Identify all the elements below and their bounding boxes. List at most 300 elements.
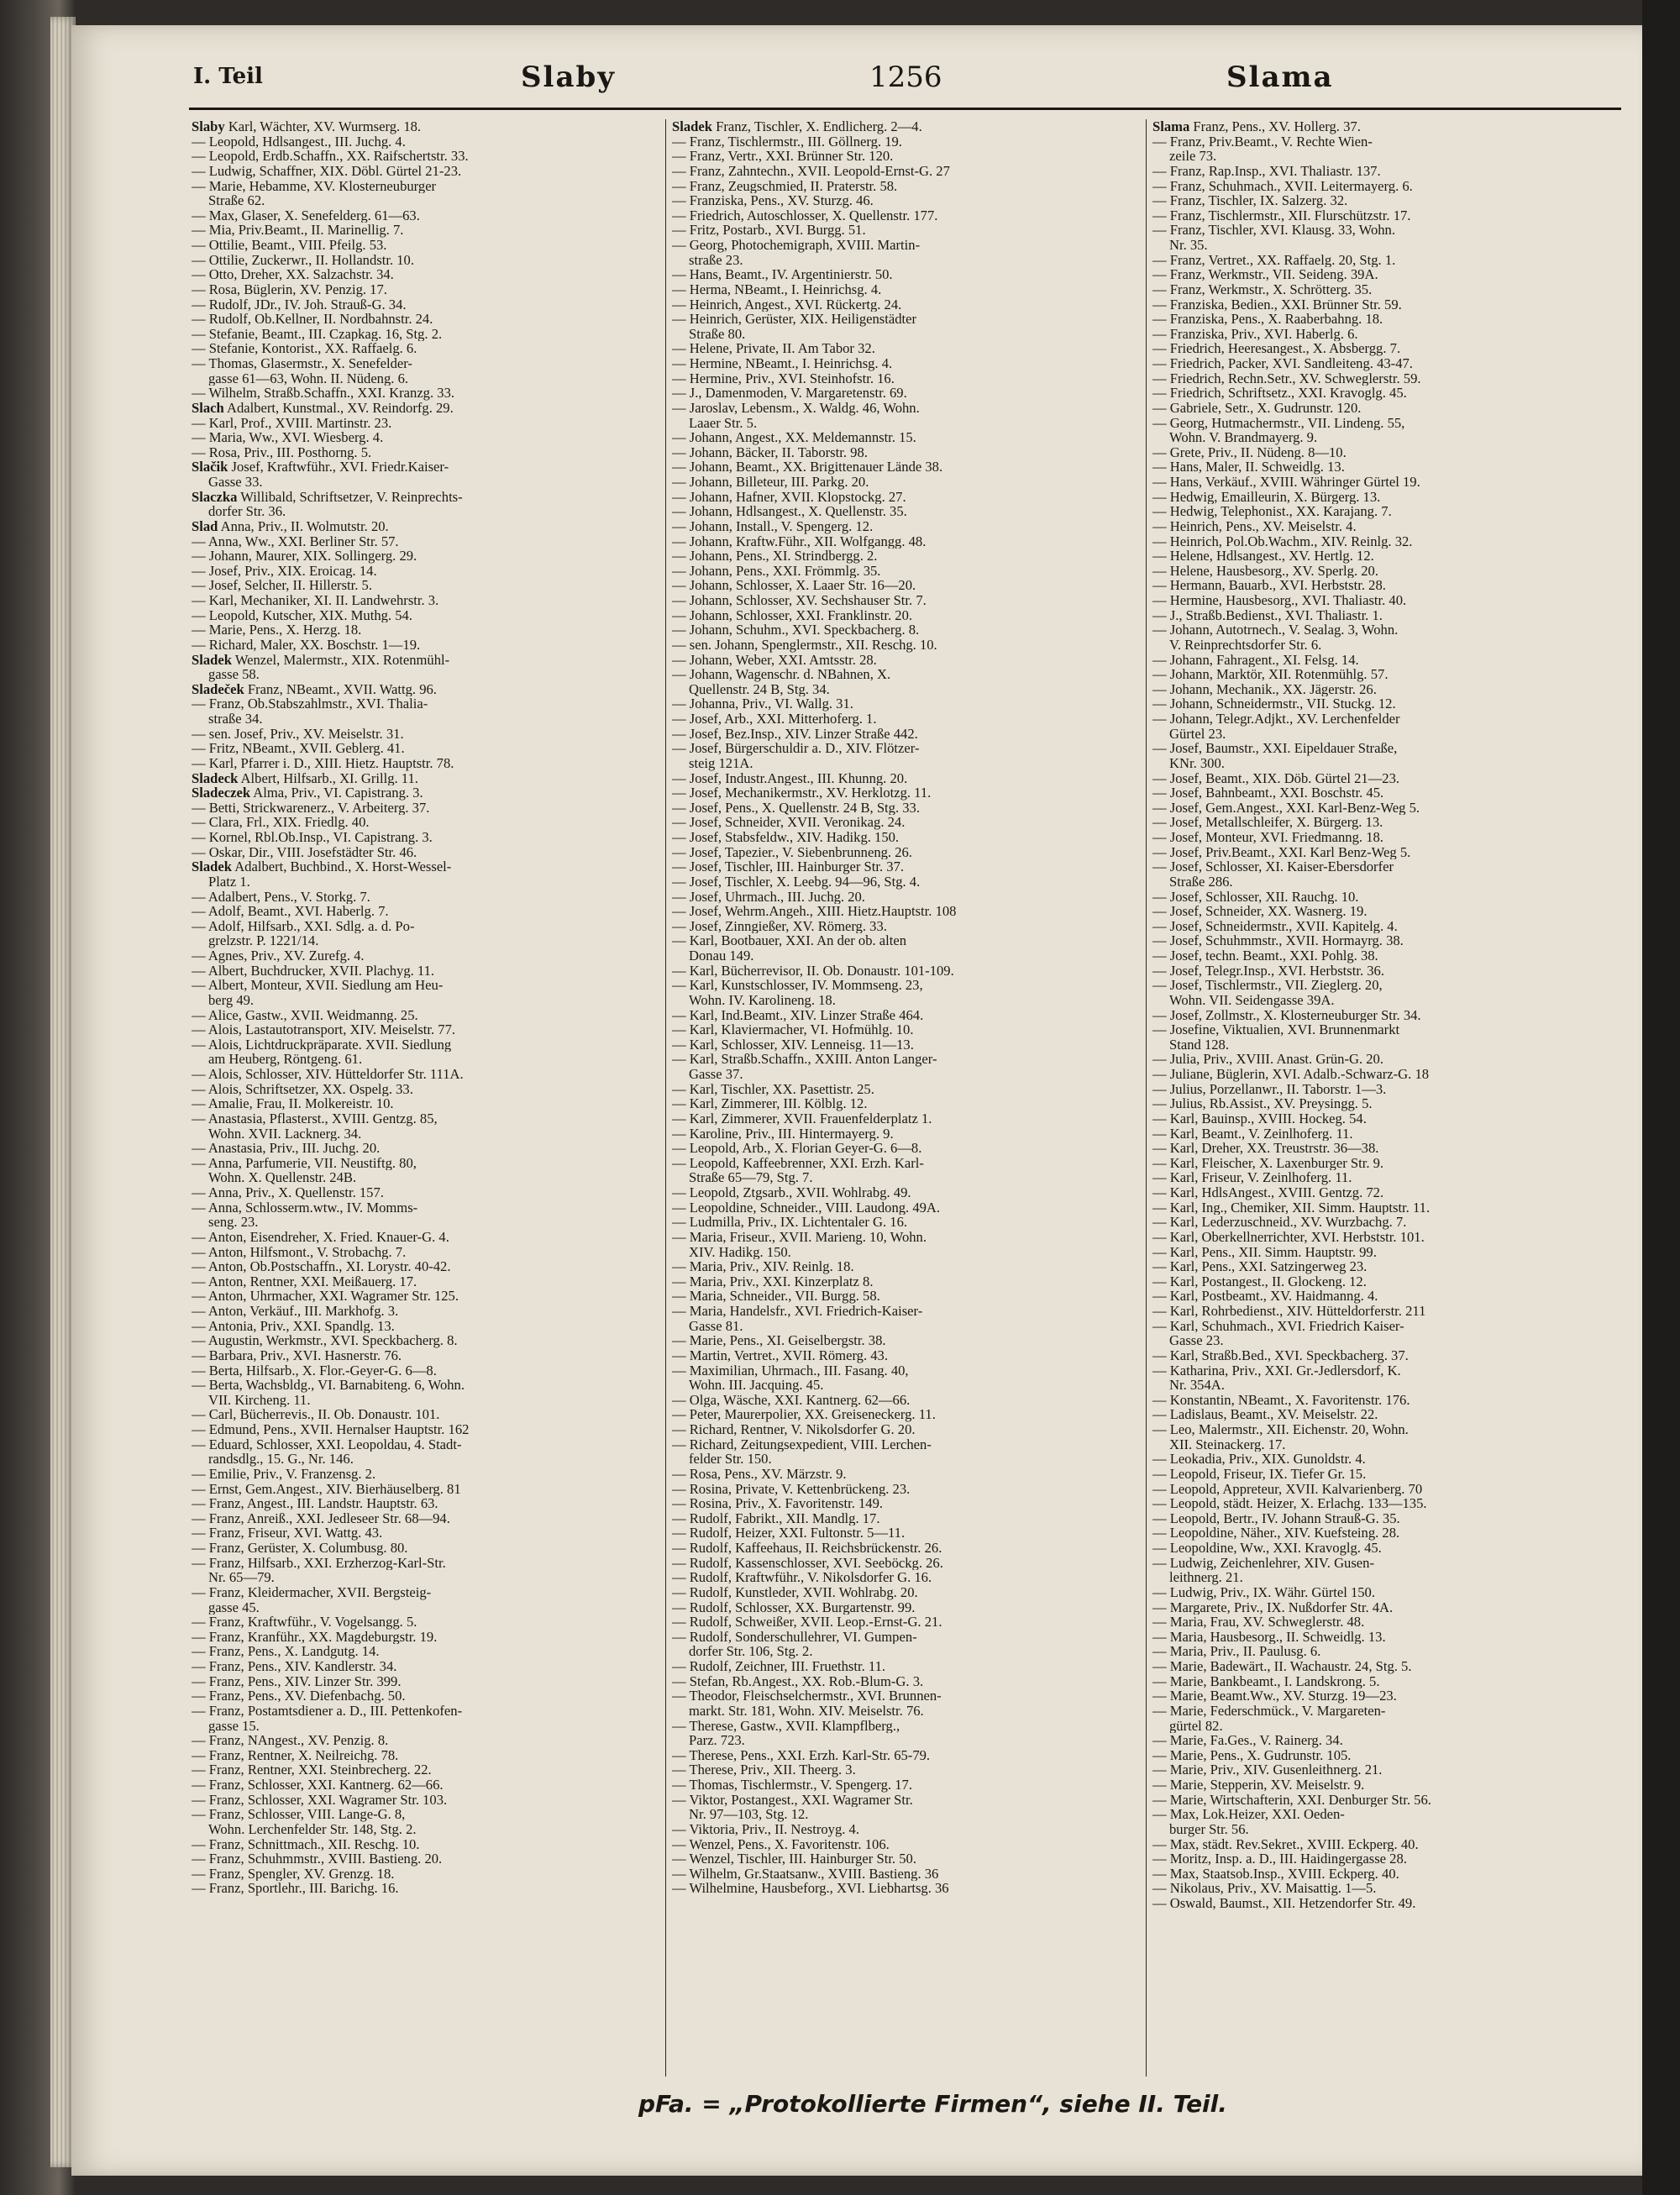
directory-entry: — Josef, Telegr.Insp., XVI. Herbststr. 36.	[1152, 963, 1384, 979]
directory-entry: — Heinrich, Angest., XVI. Rückertg. 24.	[672, 297, 902, 312]
column-divider	[1146, 119, 1147, 2077]
directory-entry: — Karl, Postbeamt., XV. Haidmanng. 4.	[1152, 1289, 1378, 1304]
directory-entry: — Anna, Priv., X. Quellenstr. 157.	[192, 1185, 384, 1200]
directory-entry: — Johann, Wagenschr. d. NBahnen, X.	[672, 667, 891, 682]
directory-entry: — Marie, Bankbeamt., I. Landskrong. 5.	[1152, 1673, 1380, 1689]
directory-entry: straße 23.	[689, 252, 743, 268]
directory-entry: — Karl, Kunstschlosser, IV. Mommseng. 23,	[672, 978, 923, 993]
directory-entry: Straße 62.	[208, 193, 265, 208]
directory-entry: — Johann, Beamt., XX. Brigittenauer Lände 38.	[672, 459, 943, 475]
directory-entry: — Stefan, Rb.Angest., XX. Rob.-Blum-G. 3.	[672, 1673, 924, 1689]
directory-entry: — Anton, Hilfsmont., V. Strobachg. 7.	[192, 1244, 407, 1260]
directory-entry: — Karl, Schlosser, XIV. Lenneisg. 11—13.	[672, 1037, 914, 1053]
directory-entry: — Wenzel, Tischler, III. Hainburger Str. 50.	[672, 1851, 916, 1867]
directory-entry: — Hermine, NBeamt., I. Heinrichsg. 4.	[672, 356, 893, 371]
directory-entry: — Karoline, Priv., III. Hintermayerg. 9.	[672, 1126, 894, 1142]
directory-entry: Sladek Adalbert, Buchbind., X. Horst-Wessel-	[192, 859, 452, 874]
directory-entry: — Johann, Schlosser, X. Laaer Str. 16—20.	[672, 578, 916, 593]
directory-entry: — Hans, Maler, II. Schweidlg. 13.	[1152, 459, 1345, 475]
directory-entry: — Josef, Industr.Angest., III. Khunng. 20.	[672, 770, 908, 786]
directory-entry: — Wilhelm, Straßb.Schaffn., XXI. Kranzg. 33.	[192, 386, 455, 401]
directory-entry: — Carl, Bücherrevis., II. Ob. Donaustr. 101.	[192, 1407, 440, 1422]
directory-entry: — Maria, Ww., XVI. Wiesberg. 4.	[192, 430, 384, 445]
directory-entry: steig 121A.	[689, 755, 753, 771]
directory-entry: VII. Kircheng. 11.	[208, 1392, 311, 1408]
directory-entry: — Josef, Bez.Insp., XIV. Linzer Straße 442.	[672, 726, 918, 742]
directory-entry: XII. Steinackerg. 17.	[1169, 1436, 1286, 1452]
directory-entry: — Josef, Uhrmach., III. Juchg. 20.	[672, 889, 865, 905]
directory-entry: — Karl, Mechaniker, XI. II. Landwehrstr. 3.	[192, 593, 439, 608]
header-last-entry: Slama	[1226, 60, 1334, 94]
directory-entry: — Rosina, Priv., X. Favoritenstr. 149.	[672, 1496, 884, 1511]
directory-entry: — Johann, Autotrnech., V. Sealag. 3, Wohn.	[1152, 622, 1399, 638]
directory-entry: V. Reinprechtsdorfer Str. 6.	[1169, 637, 1322, 653]
directory-entry: — Karl, Zimmerer, XVII. Frauenfelderplatz 1.	[672, 1111, 932, 1126]
directory-entry: — Josef, Schneidermstr., XVII. Kapitelg. 4.	[1152, 918, 1398, 934]
directory-entry: — Josef, Beamt., XIX. Döb. Gürtel 21—23.	[1152, 770, 1400, 786]
directory-entry: — Franziska, Priv., XVI. Haberlg. 6.	[1152, 326, 1358, 342]
directory-entry: — Stefanie, Kontorist., XX. Raffaelg. 6.	[192, 341, 417, 356]
directory-entry: — Edmund, Pens., XVII. Hernalser Hauptstr. 162	[192, 1422, 470, 1437]
directory-entry: — Karl, Straßb.Bed., XVI. Speckbacherg. 37.	[1152, 1347, 1409, 1363]
directory-entry: — Johann, Angest., XX. Meldemannstr. 15.	[672, 430, 916, 445]
directory-entry: — Leopoldine, Ww., XXI. Kravoglg. 45.	[1152, 1541, 1382, 1556]
directory-entry: — Karl, Prof., XVIII. Martinstr. 23.	[192, 415, 392, 431]
directory-entry: — Hans, Verkäuf., XVIII. Währinger Gürtel 19.	[1152, 475, 1420, 490]
directory-entry: — Franz, Hilfsarb., XXI. Erzherzog-Karl-Str.	[192, 1555, 446, 1571]
directory-entry: — Karl, Pfarrer i. D., XIII. Hietz. Hauptstr. 78.	[192, 755, 454, 771]
directory-entry: Straße 80.	[689, 326, 746, 342]
directory-entry: seng. 23.	[208, 1215, 259, 1230]
directory-entry: — Friedrich, Autoschlosser, X. Quellenstr. 177.	[672, 207, 938, 223]
directory-entry: — Rudolf, Zeichner, III. Fruethstr. 11.	[672, 1659, 886, 1674]
directory-entry: — Johann, Mechanik., XX. Jägerstr. 26.	[1152, 681, 1377, 697]
directory-entry: Slaczka Willibald, Schriftsetzer, V. Reinprechts-	[192, 489, 463, 505]
directory-entry: Wohn. VII. Seidengasse 39A.	[1169, 992, 1335, 1008]
directory-entry: — Friedrich, Heeresangest., X. Absbergg. 7.	[1152, 341, 1401, 356]
directory-entry: — Leopold, Ztgsarb., XVII. Wohlrabg. 49.	[672, 1185, 911, 1200]
directory-entry: — Josef, Monteur, XVI. Friedmanng. 18.	[1152, 830, 1383, 845]
directory-entry: — Viktoria, Priv., II. Nestroyg. 4.	[672, 1821, 859, 1837]
directory-entry: — Rosa, Priv., III. Posthorng. 5.	[192, 444, 372, 460]
directory-entry: — Johann, Telegr.Adjkt., XV. Lerchenfelder	[1152, 712, 1400, 727]
directory-entry: — Josef, Schlosser, XI. Kaiser-Ebersdorfer	[1152, 859, 1394, 874]
page-header	[126, 59, 1621, 101]
directory-entry: — Franz, Zahntechn., XVII. Leopold-Ernst-G. 27	[672, 163, 950, 179]
directory-entry: — Amalie, Frau, II. Molkereistr. 10.	[192, 1096, 394, 1111]
directory-entry: — Franz, Rentner, X. Neilreichg. 78.	[192, 1747, 399, 1763]
directory-entry: — Therese, Gastw., XVII. Klampflberg.,	[672, 1718, 900, 1734]
directory-entry: Slach Adalbert, Kunstmal., XV. Reindorfg. 29.	[192, 400, 454, 416]
directory-entry: — Josef, Arb., XXI. Mitterhoferg. 1.	[672, 712, 877, 727]
directory-entry: — Marie, Beamt.Ww., XV. Sturzg. 19—23.	[1152, 1688, 1397, 1704]
directory-entry: — Josef, Stabsfeldw., XIV. Hadikg. 150.	[672, 830, 900, 845]
directory-entry: — Josef, Mechanikermstr., XV. Herklotzg. 11.	[672, 785, 932, 801]
directory-entry: — Anastasia, Priv., III. Juchg. 20.	[192, 1141, 381, 1156]
directory-entry: — Franz, Pens., X. Landgutg. 14.	[192, 1644, 380, 1659]
directory-entry: — Max, Lok.Heizer, XXI. Oeden-	[1152, 1807, 1345, 1822]
directory-entry: — Karl, Postangest., II. Glockeng. 12.	[1152, 1273, 1367, 1289]
directory-entry: — Franz, Rap.Insp., XVI. Thaliastr. 137.	[1152, 163, 1381, 179]
directory-entry: — Karl, Klaviermacher, VI. Hofmühlg. 10.	[672, 1022, 914, 1037]
directory-entry: — Josef, Zinngießer, XV. Römerg. 33.	[672, 918, 887, 934]
directory-entry: — Johann, Pens., XXI. Frömmlg. 35.	[672, 563, 881, 579]
directory-entry: — Franz, Pens., XV. Diefenbachg. 50.	[192, 1688, 406, 1704]
directory-entry: — Emilie, Priv., V. Franzensg. 2.	[192, 1466, 376, 1482]
directory-entry: — Berta, Wachsbldg., VI. Barnabiteng. 6, Wohn.	[192, 1378, 465, 1393]
directory-entry: — Hermine, Priv., XVI. Steinhofstr. 16.	[672, 370, 895, 386]
directory-entry: — Oswald, Baumst., XII. Hetzendorfer Str. 49.	[1152, 1896, 1416, 1911]
directory-entry: — Josef, Schneider, XVII. Veronikag. 24.	[672, 815, 906, 830]
directory-entry: — Franz, Pens., XIV. Kandlerstr. 34.	[192, 1659, 397, 1674]
directory-entry: am Heuberg, Röntgeng. 61.	[208, 1052, 363, 1067]
directory-entry: — Friedrich, Packer, XVI. Sandleiteng. 43-47.	[1152, 356, 1413, 371]
directory-entry: — Franz, Sportlehr., III. Barichg. 16.	[192, 1881, 399, 1896]
directory-entry: — Rudolf, Sonderschullehrer, VI. Gumpen-	[672, 1629, 917, 1645]
directory-entry: — Rosina, Private, V. Kettenbrückeng. 23.	[672, 1481, 911, 1497]
directory-entry: Slačik Josef, Kraftwführ., XVI. Friedr.Kaiser-	[192, 459, 449, 475]
directory-entry: — Josefine, Viktualien, XVI. Brunnenmarkt	[1152, 1022, 1400, 1037]
directory-entry: — Olga, Wäsche, XXI. Kantnerg. 62—66.	[672, 1392, 911, 1408]
directory-entry: Straße 286.	[1169, 874, 1233, 890]
directory-entry: — Antonia, Priv., XXI. Spandlg. 13.	[192, 1318, 395, 1334]
directory-entry: — Hedwig, Telephonist., XX. Karajang. 7.	[1152, 504, 1392, 519]
directory-entry: — Franz, Priv.Beamt., V. Rechte Wien-	[1152, 134, 1373, 150]
directory-entry: — Georg, Hutmachermstr., VII. Lindeng. 55,	[1152, 415, 1405, 431]
directory-entry: — Helene, Private, II. Am Tabor 32.	[672, 341, 875, 356]
directory-entry: — Josef, Bürgerschuldir a. D., XIV. Flötzer-	[672, 741, 920, 756]
directory-entry: — Franz, Vertret., XX. Raffaelg. 20, Stg. 1.	[1152, 252, 1396, 268]
directory-entry: Wohn. IV. Karolineng. 18.	[689, 992, 836, 1008]
directory-entry: gasse 45.	[208, 1599, 260, 1615]
directory-entry: — Grete, Priv., II. Nüdeng. 8—10.	[1152, 444, 1347, 460]
directory-entry: — Richard, Maler, XX. Boschstr. 1—19.	[192, 637, 421, 653]
directory-entry: — Alois, Lichtdruckpräparate. XVII. Siedlung	[192, 1037, 452, 1053]
directory-entry: — Anton, Verkäuf., III. Markhofg. 3.	[192, 1304, 399, 1319]
directory-entry: — Herma, NBeamt., I. Heinrichsg. 4.	[672, 281, 882, 297]
directory-entry: straße 34.	[208, 712, 263, 727]
directory-entry: gasse 15.	[208, 1718, 260, 1734]
directory-entry: — Leokadia, Priv., XIX. Gunoldstr. 4.	[1152, 1452, 1366, 1467]
directory-entry: — Marie, Wirtschafterin, XXI. Denburger Str. 56.	[1152, 1792, 1431, 1808]
directory-entry: — Franz, Tischlermstr., III. Göllnerg. 19.	[672, 134, 902, 150]
directory-entry: — Johann, Kraftw.Führ., XII. Wolfgangg. 48.	[672, 533, 927, 549]
directory-entry: — Otto, Dreher, XX. Salzachstr. 34.	[192, 267, 394, 282]
directory-entry: — Rudolf, Schweißer, XVII. Leop.-Ernst-G. 21.	[672, 1615, 942, 1630]
directory-entry: — Nikolaus, Priv., XV. Maisattig. 1—5.	[1152, 1881, 1377, 1896]
directory-entry: — Josef, Gem.Angest., XXI. Karl-Benz-Weg 5.	[1152, 800, 1420, 816]
directory-entry: — Leopoldine, Näher., XIV. Kuefsteing. 28.	[1152, 1525, 1400, 1541]
directory-entry: Wohn. Lerchenfelder Str. 148, Stg. 2.	[208, 1821, 417, 1837]
directory-entry: felder Str. 150.	[689, 1452, 772, 1467]
directory-entry: — Franz, Spengler, XV. Grenzg. 18.	[192, 1866, 395, 1882]
directory-entry: — Franz, Schuhmmstr., XVIII. Bastieng. 20.	[192, 1851, 443, 1867]
directory-entry: leithnerg. 21.	[1169, 1570, 1243, 1585]
directory-entry: Nr. 35.	[1169, 238, 1208, 253]
directory-entry: — Wilhelmine, Hausbeforg., XVI. Liebhartsg. 36	[672, 1881, 949, 1896]
directory-entry: — Franz, Werkmstr., VII. Seideng. 39A.	[1152, 267, 1378, 282]
directory-entry: — Leo, Malermstr., XII. Eichenstr. 20, Wohn.	[1152, 1422, 1409, 1437]
directory-entry: — Anton, Eisendreher, X. Fried. Knauer-G. 4.	[192, 1229, 449, 1245]
directory-entry: KNr. 300.	[1169, 755, 1225, 771]
directory-entry: — Viktor, Postangest., XXI. Wagramer Str.	[672, 1792, 913, 1808]
directory-entry: — Maria, Handelsfr., XVI. Friedrich-Kaiser-	[672, 1304, 923, 1319]
directory-entry: — Josef, Priv.Beamt., XXI. Karl Benz-Weg 5.	[1152, 844, 1411, 860]
directory-entry: — Johann, Schlosser, XXI. Franklinstr. 20.	[672, 607, 913, 623]
directory-entry: — Marie, Priv., XIV. Gusenleithnerg. 21.	[1152, 1762, 1383, 1778]
directory-entry: — Anna, Ww., XXI. Berliner Str. 57.	[192, 533, 399, 549]
directory-entry: — Hans, Beamt., IV. Argentinierstr. 50.	[672, 267, 893, 282]
directory-entry: — Rudolf, Kraftwführ., V. Nikolsdorfer G. 16.	[672, 1570, 932, 1585]
header-rule	[189, 108, 1621, 110]
directory-entry: — Marie, Hebamme, XV. Klosterneuburger	[192, 178, 437, 194]
directory-entry: — Franziska, Pens., XV. Sturzg. 46.	[672, 193, 874, 208]
directory-entry: — Albert, Buchdrucker, XVII. Plachyg. 11.	[192, 963, 435, 979]
directory-entry: — Rudolf, JDr., IV. Joh. Strauß-G. 34.	[192, 297, 407, 312]
directory-entry: — Franz, Kranführ., XX. Magdeburgstr. 19.	[192, 1629, 438, 1645]
directory-entry: — Barbara, Priv., XVI. Hasnerstr. 76.	[192, 1347, 402, 1363]
directory-entry: — Leopold, Erdb.Schaffn., XX. Raifschertstr. 33.	[192, 149, 469, 164]
directory-entry: Sladek Franz, Tischler, X. Endlicherg. 2—4.	[672, 119, 922, 134]
directory-entry: — Ladislaus, Beamt., XV. Meiselstr. 22.	[1152, 1407, 1378, 1422]
directory-entry: — Anton, Rentner, XXI. Meißauerg. 17.	[192, 1273, 417, 1289]
directory-entry: — Karl, Zimmerer, III. Kölblg. 12.	[672, 1096, 868, 1111]
directory-entry: — Jaroslav, Lebensm., X. Waldg. 46, Wohn.	[672, 400, 920, 416]
directory-entry: — Josef, Wehrm.Angeh., XIII. Hietz.Hauptstr. 108	[672, 904, 957, 919]
directory-columns	[192, 119, 1620, 2077]
directory-entry: — Adolf, Hilfsarb., XXI. Sdlg. a. d. Po-	[192, 918, 415, 934]
directory-entry: Sladek Wenzel, Malermstr., XIX. Rotenmühl-	[192, 652, 450, 668]
directory-entry: — Franz, Schlosser, XXI. Wagramer Str. 103.	[192, 1792, 448, 1808]
directory-entry: — Adalbert, Pens., V. Storkg. 7.	[192, 889, 370, 905]
directory-entry: Laaer Str. 5.	[689, 415, 758, 431]
directory-entry: — Karl, Bücherrevisor, II. Ob. Donaustr. 101-109.	[672, 963, 954, 979]
directory-entry: — Karl, Tischler, XX. Pasettistr. 25.	[672, 1081, 874, 1097]
directory-entry: — Franziska, Bedien., XXI. Brünner Str. 59.	[1152, 297, 1402, 312]
directory-entry: — Leopold, städt. Heizer, X. Erlachg. 133—135.	[1152, 1496, 1427, 1511]
directory-entry: randsdlg., 15. G., Nr. 146.	[208, 1452, 354, 1467]
directory-entry: — Franz, Angest., III. Landstr. Hauptstr. 63.	[192, 1496, 438, 1511]
directory-entry: — Josef, Zollmstr., X. Klosterneuburger Str. 34.	[1152, 1007, 1421, 1023]
directory-entry: — Franz, Schuhmach., XVII. Leitermayerg. 6.	[1152, 178, 1413, 194]
directory-entry: — Josef, Schuhmmstr., XVII. Hormayrg. 38.	[1152, 933, 1404, 948]
directory-entry: Sladeček Franz, NBeamt., XVII. Wattg. 96.	[192, 681, 437, 697]
directory-entry: — Marie, Federschmück., V. Margareten-	[1152, 1703, 1386, 1719]
directory-entry: — Ludwig, Zeichenlehrer, XIV. Gusen-	[1152, 1555, 1374, 1571]
directory-entry: — Berta, Hilfsarb., X. Flor.-Geyer-G. 6—8.	[192, 1363, 437, 1378]
directory-entry: — Oskar, Dir., VIII. Josefstädter Str. 46.	[192, 844, 417, 860]
directory-entry: — Maria, Hausbesorg., II. Schweidlg. 13.	[1152, 1629, 1386, 1645]
directory-entry: — Leopold, Kutscher, XIX. Muthg. 54.	[192, 607, 412, 623]
directory-entry: dorfer Str. 36.	[208, 504, 286, 519]
column-3	[1152, 119, 1616, 2077]
column-2	[672, 119, 1136, 2077]
directory-entry: — Stefanie, Beamt., III. Czapkag. 16, Stg. 2.	[192, 326, 443, 342]
directory-entry: — Julius, Rb.Assist., XV. Preysingg. 5.	[1152, 1096, 1373, 1111]
page-number: 1256	[869, 60, 942, 94]
directory-entry: — Katharina, Priv., XXI. Gr.-Jedlersdorf, K.	[1152, 1363, 1401, 1378]
directory-entry: berg 49.	[208, 992, 255, 1008]
directory-entry: — Max, Staatsob.Insp., XVIII. Eckperg. 40.	[1152, 1866, 1399, 1882]
footer-note: pFa. = „Protokollierte Firmen“, siehe II. Teil.	[638, 2090, 1227, 2118]
directory-entry: — Richard, Rentner, V. Nikolsdorfer G. 20.	[672, 1422, 916, 1437]
directory-entry: Gürtel 23.	[1169, 726, 1226, 742]
directory-entry: — Franz, Tischler, IX. Salzerg. 32.	[1152, 193, 1348, 208]
directory-entry: — Josef, Schlosser, XII. Rauchg. 10.	[1152, 889, 1359, 905]
directory-entry: — Heinrich, Pens., XV. Meiselstr. 4.	[1152, 518, 1357, 534]
directory-entry: — Rudolf, Fabrikt., XII. Mandlg. 17.	[672, 1510, 880, 1526]
directory-entry: — Franz, Kleidermacher, XVII. Bergsteig-	[192, 1584, 432, 1600]
directory-entry: — Franz, Vertr., XXI. Brünner Str. 120.	[672, 149, 894, 164]
directory-entry: — Margarete, Priv., IX. Nußdorfer Str. 4A.	[1152, 1599, 1394, 1615]
directory-entry: — Hedwig, Emailleurin, X. Bürgerg. 13.	[1152, 489, 1381, 505]
directory-entry: — Johann, Maurer, XIX. Sollingerg. 29.	[192, 549, 417, 564]
directory-entry: Slama Franz, Pens., XV. Hollerg. 37.	[1152, 119, 1361, 134]
directory-entry: — Maria, Frau, XV. Schweglerstr. 48.	[1152, 1615, 1365, 1630]
directory-entry: — Martin, Vertret., XVII. Römerg. 43.	[672, 1347, 889, 1363]
directory-entry: — Therese, Priv., XII. Theerg. 3.	[672, 1762, 856, 1778]
directory-entry: — sen. Johann, Spenglermstr., XII. Reschg. 10.	[672, 637, 937, 653]
directory-entry: — Maria, Priv., II. Paulusg. 6.	[1152, 1644, 1321, 1659]
directory-entry: Slad Anna, Priv., II. Wolmutstr. 20.	[192, 518, 389, 534]
directory-entry: — Karl, HdlsAngest., XVIII. Gentzg. 72.	[1152, 1185, 1384, 1200]
directory-entry: — Johanna, Priv., VI. Wallg. 31.	[672, 696, 853, 712]
directory-entry: — Franz, NAngest., XV. Penzig. 8.	[192, 1733, 389, 1748]
directory-entry: — Josef, Tischler, X. Leebg. 94—96, Stg. 4.	[672, 874, 921, 890]
directory-entry: — Josef, Selcher, II. Hillerstr. 5.	[192, 578, 373, 593]
directory-entry: — Thomas, Tischlermstr., V. Spengerg. 17.	[672, 1778, 912, 1793]
directory-entry: — Marie, Fa.Ges., V. Rainerg. 34.	[1152, 1733, 1343, 1748]
directory-entry: — Leopold, Kaffeebrenner, XXI. Erzh. Karl-	[672, 1155, 924, 1171]
directory-entry: — Maximilian, Uhrmach., III. Fasang. 40,	[672, 1363, 909, 1378]
directory-entry: — Thomas, Glasermstr., X. Senefelder-	[192, 356, 412, 371]
directory-entry: — Karl, Pens., XII. Simm. Hauptstr. 99.	[1152, 1244, 1377, 1260]
directory-entry: — Karl, Straßb.Schaffn., XXIII. Anton Langer-	[672, 1052, 937, 1067]
directory-entry: — Friedrich, Schriftsetz., XXI. Kravoglg. 45.	[1152, 386, 1407, 401]
directory-entry: — Leopold, Appreteur, XVII. Kalvarienberg. 70	[1152, 1481, 1423, 1497]
directory-entry: — Franz, Schlosser, XXI. Kantnerg. 62—66.	[192, 1778, 444, 1793]
directory-entry: — Karl, Bauinsp., XVIII. Hockeg. 54.	[1152, 1111, 1367, 1126]
directory-entry: — Max, Glaser, X. Senefelderg. 61—63.	[192, 207, 420, 223]
directory-entry: Wohn. V. Brandmayerg. 9.	[1169, 430, 1318, 445]
directory-entry: Gasse 33.	[208, 475, 263, 490]
directory-entry: — Ernst, Gem.Angest., XIV. Bierhäuselberg. 81	[192, 1481, 461, 1497]
directory-entry: Slaby Karl, Wächter, XV. Wurmserg. 18.	[192, 119, 422, 134]
directory-entry: XIV. Hadikg. 150.	[689, 1244, 791, 1260]
directory-entry: — Anna, Parfumerie, VII. Neustiftg. 80,	[192, 1155, 417, 1171]
directory-entry: gasse 61—63, Wohn. II. Nüdeng. 6.	[208, 370, 409, 386]
directory-entry: — Ludwig, Schaffner, XIX. Döbl. Gürtel 21-23.	[192, 163, 462, 179]
directory-entry: gürtel 82.	[1169, 1718, 1223, 1734]
directory-entry: — Rudolf, Kaffeehaus, II. Reichsbrückenstr. 26.	[672, 1541, 942, 1556]
directory-entry: — Julia, Priv., XVIII. Anast. Grün-G. 20.	[1152, 1052, 1383, 1067]
directory-entry: — Marie, Pens., X. Gudrunstr. 105.	[1152, 1747, 1352, 1763]
directory-entry: — Franziska, Pens., X. Raaberbahng. 18.	[1152, 312, 1383, 327]
directory-entry: — Franz, Friseur, XVI. Wattg. 43.	[192, 1525, 383, 1541]
directory-entry: — Fritz, Postarb., XVI. Burgg. 51.	[672, 223, 866, 238]
directory-entry: — Anna, Schlosserm.wtw., IV. Momms-	[192, 1200, 418, 1216]
directory-entry: Gasse 37.	[689, 1067, 743, 1082]
directory-entry: — Ottilie, Zuckerwr., II. Hollandstr. 10.	[192, 252, 414, 268]
directory-entry: — Hermine, Hausbesorg., XVI. Thaliastr. 40.	[1152, 593, 1407, 608]
directory-entry: — Richard, Zeitungsexpedient, VIII. Lerchen-	[672, 1436, 932, 1452]
directory-entry: — Franz, Werkmstr., X. Schrötterg. 35.	[1152, 281, 1373, 297]
directory-entry: — Rudolf, Ob.Kellner, II. Nordbahnstr. 24.	[192, 312, 433, 327]
directory-entry: — Maria, Priv., XXI. Kinzerplatz 8.	[672, 1273, 874, 1289]
directory-entry: — Franz, Rentner, XXI. Steinbrecherg. 22.	[192, 1762, 432, 1778]
directory-entry: — Franz, Kraftwführ., V. Vogelsangg. 5.	[192, 1615, 417, 1630]
directory-entry: — Mia, Priv.Beamt., II. Marinellig. 7.	[192, 223, 404, 238]
directory-entry: — Josef, Pens., X. Quellenstr. 24 B, Stg. 33.	[672, 800, 921, 816]
directory-entry: — Johann, Fahragent., XI. Felsg. 14.	[1152, 652, 1359, 668]
directory-entry: — Leopold, Friseur, IX. Tiefer Gr. 15.	[1152, 1466, 1367, 1482]
directory-entry: — Karl, Lederzuschneid., XV. Wurzbachg. 7.	[1152, 1215, 1407, 1230]
directory-entry: — Anton, Uhrmacher, XXI. Wagramer Str. 125.	[192, 1289, 459, 1304]
directory-entry: — Karl, Fleischer, X. Laxenburger Str. 9.	[1152, 1155, 1384, 1171]
directory-entry: burger Str. 56.	[1169, 1821, 1249, 1837]
directory-entry: — Therese, Pens., XXI. Erzh. Karl-Str. 65-79.	[672, 1747, 931, 1763]
directory-entry: — Karl, Dreher, XX. Treustrstr. 36—38.	[1152, 1141, 1379, 1156]
directory-entry: Wohn. X. Quellenstr. 24B.	[208, 1170, 357, 1185]
directory-entry: — Karl, Bootbauer, XXI. An der ob. alten	[672, 933, 907, 948]
directory-entry: Nr. 354A.	[1169, 1378, 1225, 1393]
directory-entry: — Wenzel, Pens., X. Favoritenstr. 106.	[672, 1836, 890, 1852]
directory-entry: — Marie, Pens., XI. Geiselbergstr. 38.	[672, 1333, 886, 1348]
directory-entry: — Franz, Zeugschmied, II. Praterstr. 58.	[672, 178, 898, 194]
directory-entry: Sladeck Albert, Hilfsarb., XI. Grillg. 11.	[192, 770, 418, 786]
directory-entry: — Karl, Beamt., V. Zeinlhoferg. 11.	[1152, 1126, 1353, 1142]
directory-entry: — Hermann, Bauarb., XVI. Herbststr. 28.	[1152, 578, 1386, 593]
directory-entry: — Ludwig, Priv., IX. Währ. Gürtel 150.	[1152, 1584, 1376, 1600]
directory-entry: markt. Str. 181, Wohn. XIV. Meiselstr. 76.	[689, 1703, 924, 1719]
column-divider	[665, 119, 666, 2077]
directory-entry: — Johann, Billeteur, III. Parkg. 20.	[672, 475, 869, 490]
directory-entry: — Anton, Ob.Postschaffn., XI. Lorystr. 40-42.	[192, 1259, 451, 1274]
directory-entry: Straße 65—79, Stg. 7.	[689, 1170, 813, 1185]
directory-entry: — Adolf, Beamt., XVI. Haberlg. 7.	[192, 904, 389, 919]
directory-entry: — Theodor, Fleischselchermstr., XVI. Brunnen-	[672, 1688, 942, 1704]
directory-entry: — Rosa, Büglerin, XV. Penzig. 17.	[192, 281, 387, 297]
directory-entry: — Johann, Weber, XXI. Amtsstr. 28.	[672, 652, 877, 668]
directory-entry: — Johann, Pens., XI. Strindbergg. 2.	[672, 549, 878, 564]
directory-entry: — J., Straßb.Bedienst., XVI. Thaliastr. 1.	[1152, 607, 1383, 623]
directory-entry: — Rudolf, Schlosser, XX. Burgartenstr. 99.	[672, 1599, 916, 1615]
directory-entry: Nr. 65—79.	[208, 1570, 275, 1585]
directory-entry: — Marie, Stepperin, XV. Meiselstr. 9.	[1152, 1778, 1365, 1793]
directory-entry: — Josef, Schneider, XX. Wasnerg. 19.	[1152, 904, 1368, 919]
directory-entry: — Franz, Ob.Stabszahlmstr., XVI. Thalia-	[192, 696, 428, 712]
directory-entry: — Josef, techn. Beamt., XXI. Pohlg. 38.	[1152, 948, 1378, 964]
directory-entry: — Johann, Hdlsangest., X. Quellenstr. 35.	[672, 504, 907, 519]
directory-entry: — Josef, Tischlermstr., VII. Zieglerg. 20,	[1152, 978, 1383, 993]
directory-entry: — Clara, Frl., XIX. Friedlg. 40.	[192, 815, 370, 830]
directory-entry: — Josef, Metallschleifer, X. Bürgerg. 13.	[1152, 815, 1383, 830]
directory-entry: — Josef, Tischler, III. Hainburger Str. 37.	[672, 859, 905, 874]
directory-entry: — Maria, Schneider., VII. Burgg. 58.	[672, 1289, 880, 1304]
directory-entry: Platz 1.	[208, 874, 250, 890]
directory-entry: — Karl, Friseur, V. Zeinlhoferg. 11.	[1152, 1170, 1352, 1185]
directory-entry: — Albert, Monteur, XVII. Siedlung am Heu-	[192, 978, 444, 993]
directory-entry: — Johann, Hafner, XVII. Klopstockg. 27.	[672, 489, 906, 505]
directory-entry: — Leopold, Hdlsangest., III. Juchg. 4.	[192, 134, 406, 150]
directory-entry: Wohn. III. Jacquing. 45.	[689, 1378, 824, 1393]
directory-entry: — Kornel, Rbl.Ob.Insp., VI. Capistrang. 3.	[192, 830, 433, 845]
directory-entry: — Helene, Hausbesorg., XV. Sperlg. 20.	[1152, 563, 1378, 579]
directory-entry: — Rudolf, Heizer, XXI. Fultonstr. 5—11.	[672, 1525, 906, 1541]
directory-entry: — Franz, Gerüster, X. Columbusg. 80.	[192, 1541, 408, 1556]
directory-entry: — Leopoldine, Schneider., VIII. Laudong. 49A.	[672, 1200, 941, 1216]
directory-entry: — Johann, Schlosser, XV. Sechshauser Str. 7.	[672, 593, 927, 608]
